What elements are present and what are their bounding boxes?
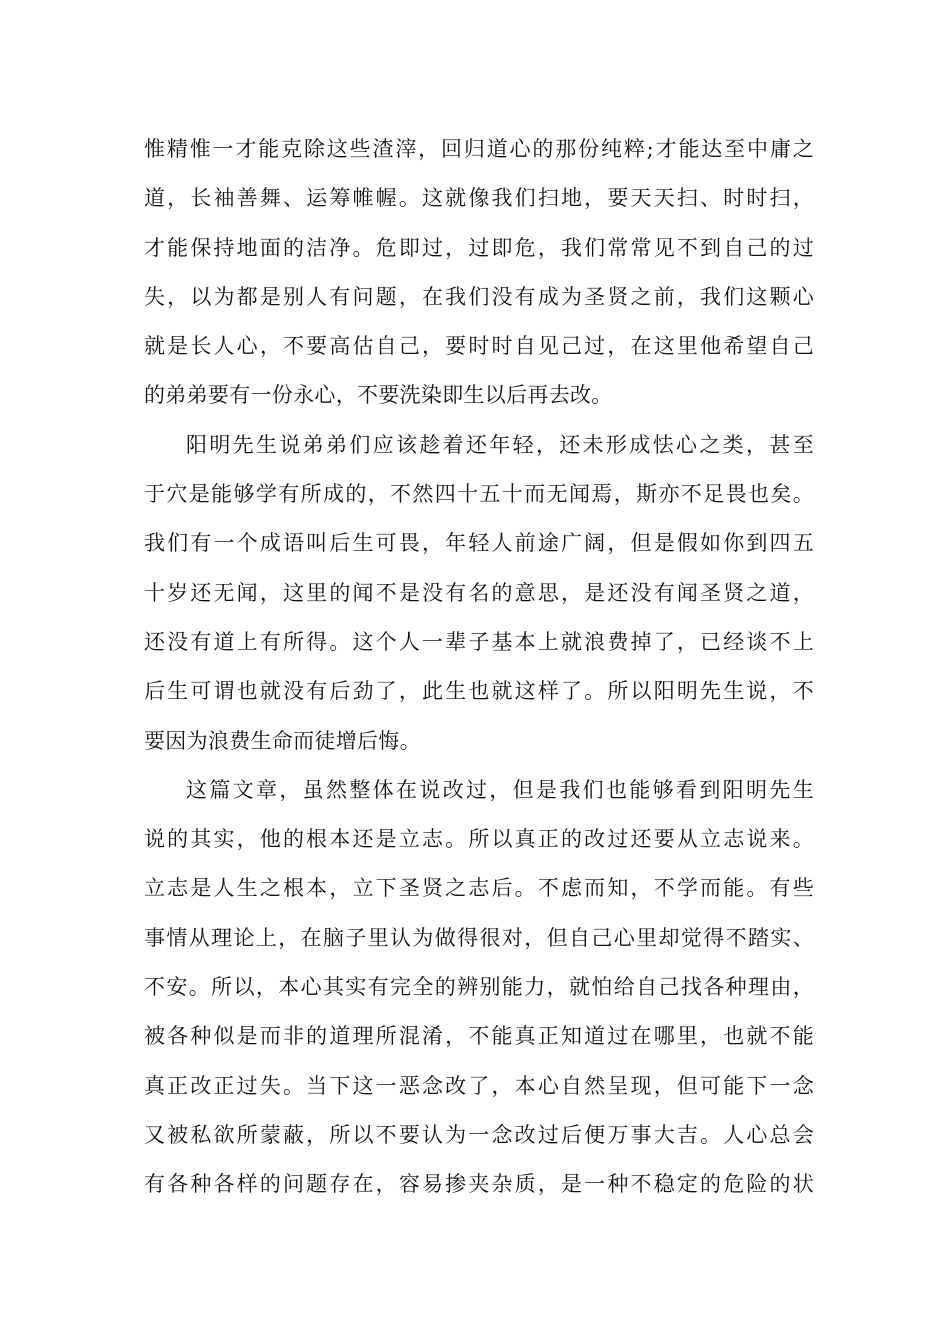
text-line: 的弟弟要有一份永心，不要洗染即生以后再去改。	[144, 383, 613, 408]
text-line: 道，长袖善舞、运筹帷幄。这就像我们扫地，要天天扫、时时扫，	[144, 186, 814, 211]
body-text	[144, 125, 814, 1210]
text-line: 这篇文章，虽然整体在说改过，但是我们也能够看到阳明先生	[186, 777, 814, 802]
text-line: 于穴是能够学有所成的，不然四十五十而无闻焉，斯亦不足畏也矣。	[144, 482, 814, 507]
text-line: 不安。所以，本心其实有完全的辨别能力，就怕给自己找各种理由，	[144, 975, 814, 1000]
text-line: 要因为浪费生命而徒增后悔。	[144, 728, 421, 753]
text-line: 有各种各样的问题存在，容易掺夹杂质，是一种不稳定的危险的状	[144, 1172, 814, 1197]
text-line: 立志是人生之根本，立下圣贤之志后。不虑而知，不学而能。有些	[144, 876, 814, 901]
text-line: 失，以为都是别人有问题，在我们没有成为圣贤之前，我们这颗心	[144, 284, 814, 309]
text-line: 说的其实，他的根本还是立志。所以真正的改过还要从立志说来。	[144, 827, 814, 852]
text-line: 还没有道上有所得。这个人一辈子基本上就浪费掉了，已经谈不上	[144, 629, 814, 654]
text-line: 惟精惟一才能克除这些渣滓，回归道心的那份纯粹;才能达至中庸之	[144, 137, 814, 161]
text-line: 十岁还无闻，这里的闻不是没有名的意思，是还没有闻圣贤之道，	[144, 580, 814, 605]
text-line: 我们有一个成语叫后生可畏，年轻人前途广阔，但是假如你到四五	[144, 531, 814, 556]
text-line: 又被私欲所蒙蔽，所以不要认为一念改过后便万事大吉。人心总会	[144, 1122, 814, 1147]
text-line: 被各种似是而非的道理所混淆，不能真正知道过在哪里，也就不能	[144, 1024, 814, 1049]
text-line: 阳明先生说弟弟们应该趁着还年轻，还未形成怯心之类，甚至	[186, 432, 814, 457]
text-line: 才能保持地面的洁净。危即过，过即危，我们常常见不到自己的过	[144, 235, 814, 260]
text-line: 就是长人心，不要高估自己，要时时自见己过，在这里他希望自己	[144, 334, 814, 359]
text-line: 事情从理论上，在脑子里认为做得很对，但自己心里却觉得不踏实、	[144, 925, 814, 950]
text-line: 后生可谓也就没有后劲了，此生也就这样了。所以阳明先生说，不	[144, 679, 814, 704]
text-line: 真正改正过失。当下这一恶念改了，本心自然呈现，但可能下一念	[144, 1073, 814, 1098]
